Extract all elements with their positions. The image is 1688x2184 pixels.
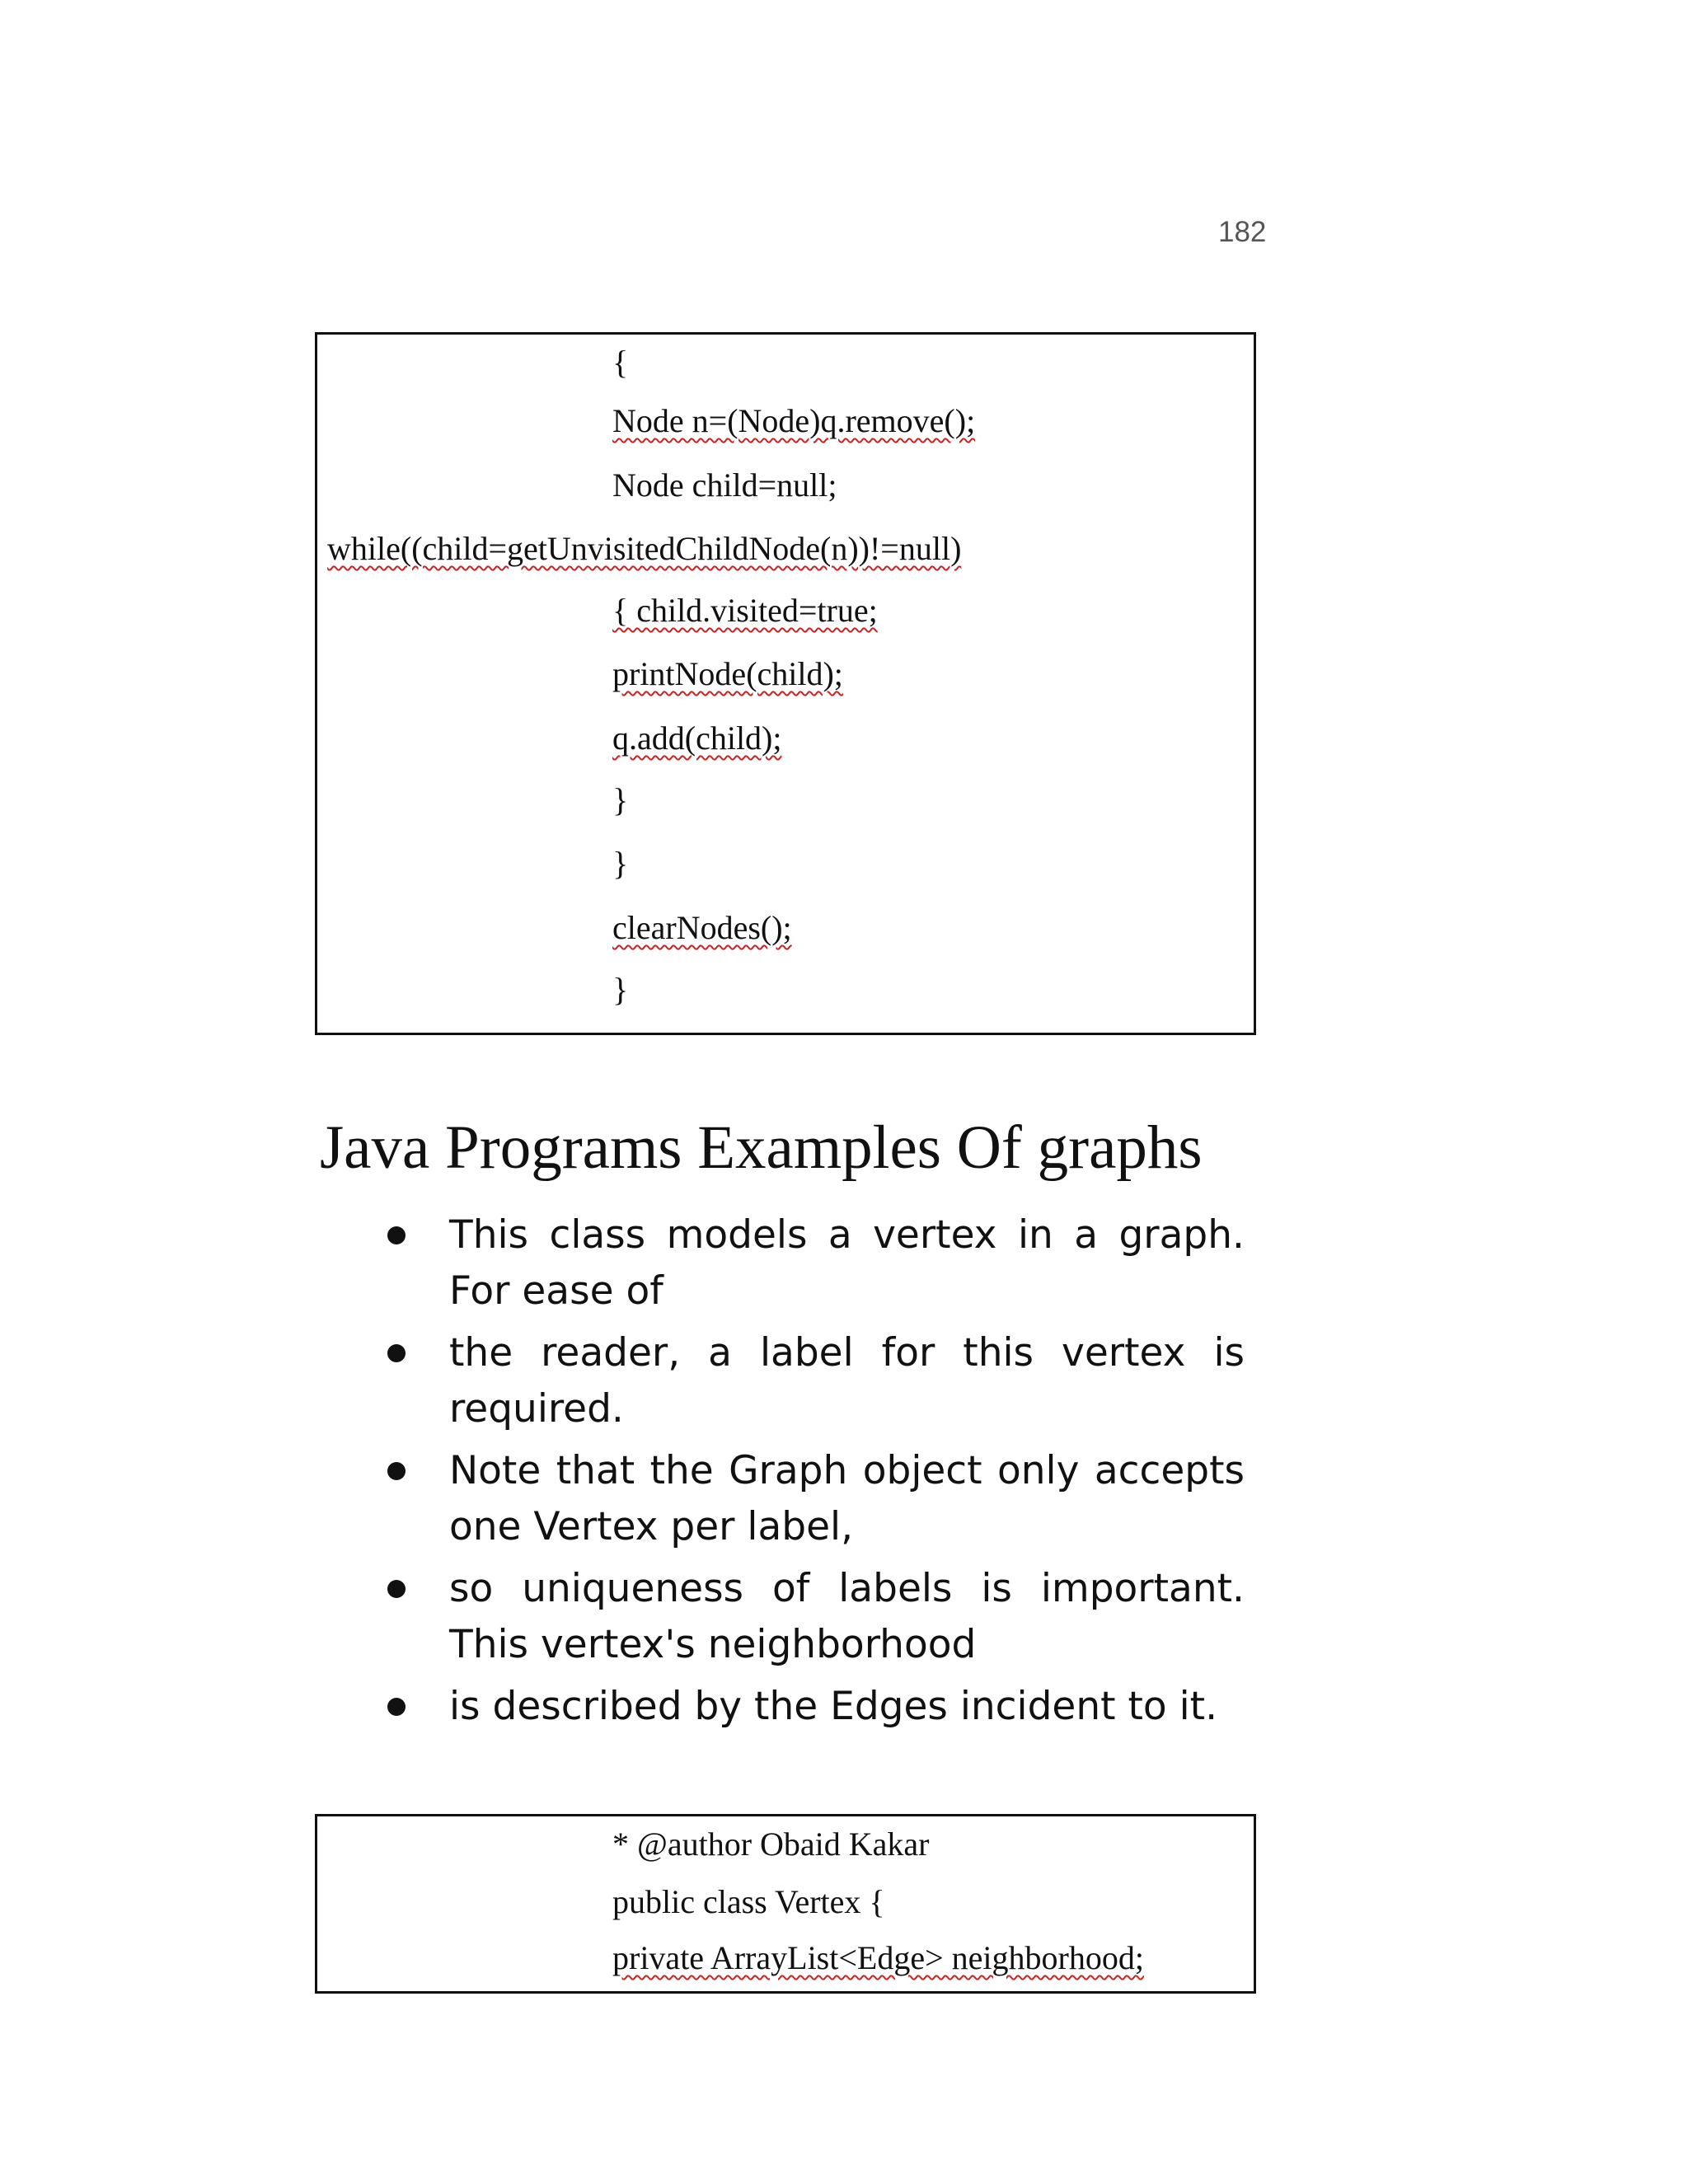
bullet-dot-icon [387,1226,406,1244]
code-block-bottom [315,1814,1256,1994]
list-item-text: Note that the Graph object only accepts one Vertex per label, [449,1448,1245,1549]
code-line: q.add(child); [612,719,782,757]
bullet-dot-icon [387,1462,406,1480]
code-line: Node child=null; [612,466,837,504]
code-line: } [612,845,629,882]
code-line: while((child=getUnvisitedChildNode(n))!=null) [327,530,962,567]
code-line: public class Vertex { [612,1883,885,1920]
bullet-dot-icon [387,1344,406,1362]
list-item-text: This class models a vertex in a graph. For ease of [449,1212,1245,1314]
section-title: Java Programs Examples Of graphs [320,1113,1203,1182]
list-item [387,1679,1245,1735]
bullet-list [387,1207,1245,1741]
bullet-dot-icon [387,1580,406,1598]
code-line: * @author Obaid Kakar [612,1825,930,1863]
code-line: clearNodes(); [612,909,792,946]
list-item [387,1561,1245,1673]
list-item-text: so uniqueness of labels is important. This vertex's neighborhood [449,1566,1245,1667]
code-line: { [612,344,629,381]
list-item-text: the reader, a label for this vertex is required. [449,1330,1245,1432]
code-block-top [315,332,1256,1035]
code-line: Node n=(Node)q.remove(); [612,402,976,439]
code-line: } [612,971,629,1008]
page-number: 182 [1218,216,1267,248]
code-line: { child.visited=true; [612,592,878,629]
code-line: } [612,781,629,818]
list-item [387,1207,1245,1319]
list-item [387,1325,1245,1437]
list-item-text: is described by the Edges incident to it. [449,1684,1218,1729]
code-line: printNode(child); [612,655,843,692]
code-line: private ArrayList<Edge> neighborhood; [612,1939,1144,1976]
bullet-dot-icon [387,1698,406,1716]
list-item [387,1443,1245,1555]
